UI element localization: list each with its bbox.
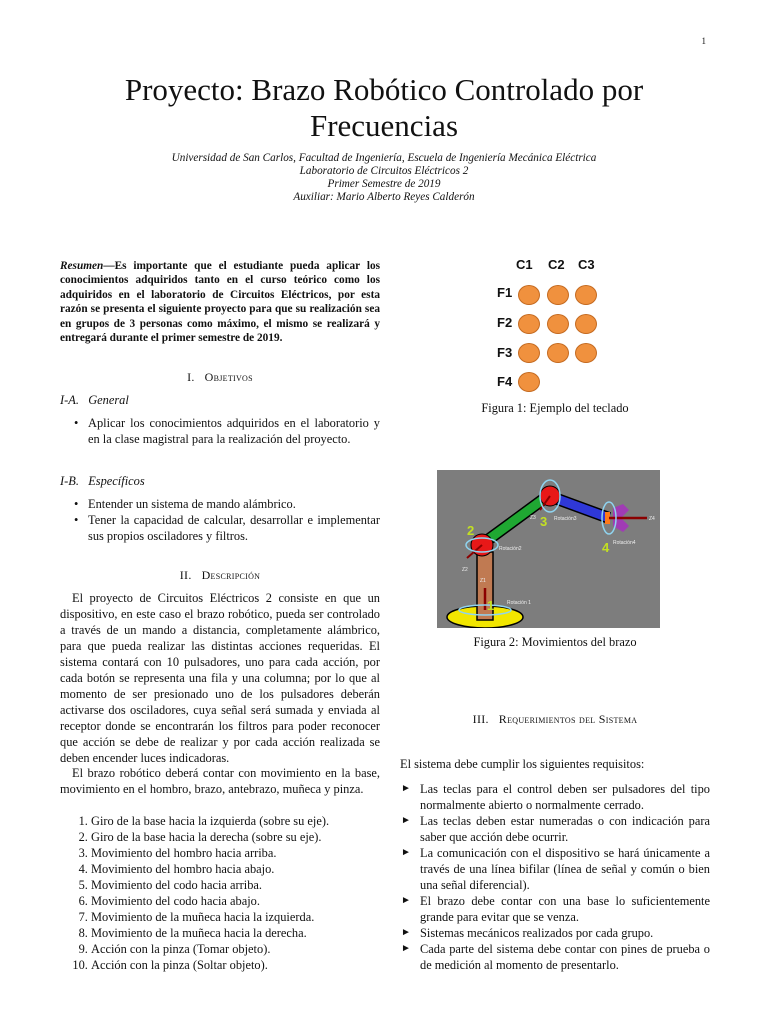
affiliation-line: Primer Semestre de 2019 [327, 178, 441, 190]
description-paragraph [60, 765, 380, 797]
affiliation-line: Auxiliar: Mario Alberto Reyes Calderón [293, 191, 475, 203]
list-item: 10. Acción con la pinza (Soltar objeto). [91, 957, 380, 973]
paragraph: El brazo robótico deberá contar con movimiento en la base, movimiento en el hombro, brazo, antebrazo, muñeca y pinza. [60, 766, 380, 796]
section-heading [60, 568, 380, 583]
column-label: C3 [578, 257, 595, 272]
keypad-button [518, 372, 540, 392]
section-title: Requerimientos del Sistema [498, 712, 638, 726]
keypad-button [575, 343, 597, 363]
section-number: I. [187, 370, 195, 384]
list-item: • Entender un sistema de mando alámbrico. [88, 496, 380, 512]
axis-label: Z3 [530, 515, 536, 521]
paragraph: El proyecto de Circuitos Eléctricos 2 consiste en que un dispositivo, en este caso el brazo robótico, pueda ser controlado a través de un mando a distancia, completamente alámbrico, para que pueda realizar las distintas acciones requeridas. El sistema contará con 10 pulsadores, uno para cada acción, por cada botón se representa una fila y una columna; por lo que al momento de ser presionado uno de los pulsadores deberán activarse dos osciladores, cuya señal será sumada y enviada al receptor donde se encontrarán los filtros para poder reconocer que acción se debe de realizar y por cada acción realizada se deben encender luces indicadoras. [60, 591, 380, 765]
subsection-heading [60, 393, 380, 408]
affiliation-line: Laboratorio de Circuitos Eléctricos 2 [299, 165, 469, 177]
abstract-label: Resumen [60, 260, 104, 272]
row-label: F2 [497, 315, 513, 330]
list-item: 2. Giro de la base hacia la derecha (sobre su eje). [91, 829, 380, 845]
row-label: F1 [497, 285, 513, 300]
rotation-label: Rotación4 [613, 540, 636, 546]
list-item: ► Las teclas para el control deben ser pulsadores del tipo normalmente abierto o normalmente cerrado. [420, 781, 710, 813]
axis-label: Z2 [462, 567, 468, 573]
list-item: ► Las teclas deben estar numeradas o con indicación para saber que acción debe ocurrir. [420, 813, 710, 845]
keypad-button [547, 314, 569, 334]
list-item: 7. Movimiento de la muñeca hacia la izquierda. [91, 909, 380, 925]
specific-objectives [60, 496, 380, 544]
subsection-title: General [88, 393, 129, 407]
section-number: III. [472, 712, 489, 726]
subsection-number: I-A. [60, 393, 79, 407]
list-item: 1. Giro de la base hacia la izquierda (sobre su eje). [91, 813, 380, 829]
keypad-button [518, 314, 540, 334]
keypad-button [518, 343, 540, 363]
page-number: 1 [701, 36, 706, 46]
subsection-heading [60, 474, 380, 489]
list-item: • Tener la capacidad de calcular, desarrollar e implementar sus propios osciladores y filtros. [88, 512, 380, 544]
column-label: C2 [548, 257, 565, 272]
list-item: ► El brazo debe contar con una base lo suficientemente grande para evitar que se venza. [420, 893, 710, 925]
affiliation [60, 152, 708, 204]
joint-number: 4 [602, 540, 610, 555]
figure-caption: Figura 1: Ejemplo del teclado [481, 401, 629, 415]
requirements-intro: El sistema debe cumplir los siguientes requisitos: [400, 757, 645, 771]
abstract-text: —Es importante que el estudiante pueda aplicar los conocimientos adquiridos tanto en el curso teórico como los adquiridos en el laboratorio de Circuitos Eléctricos, por esta razón se presenta el siguiente proyecto para que su realización sea en grupos de 3 personas como máximo, el mismo se realizará y entregará durante el primer semestre de 2019. [60, 260, 380, 345]
keypad-button [575, 285, 597, 305]
page-title: Proyecto: Brazo Robótico Controlado por Frecuencias [124, 72, 644, 143]
keypad-figure [490, 255, 610, 395]
keypad-button [547, 343, 569, 363]
rotation-label: Rotación3 [554, 516, 577, 522]
section-heading [60, 370, 380, 385]
subsection-number: I-B. [60, 474, 79, 488]
list-item: ► Cada parte del sistema debe contar con pines de prueba o de medición al momento de presentarlo. [420, 941, 710, 973]
subsection-title: Específicos [88, 474, 145, 488]
keypad-button [518, 285, 540, 305]
list-item: 8. Movimiento de la muñeca hacia la derecha. [91, 925, 380, 941]
row-label: F3 [497, 345, 513, 360]
list-item: 3. Movimiento del hombro hacia arriba. [91, 845, 380, 861]
list-item: 6. Movimiento del codo hacia abajo. [91, 893, 380, 909]
list-item: ► Sistemas mecánicos realizados por cada grupo. [420, 925, 710, 941]
list-item: • Aplicar los conocimientos adquiridos en el laboratorio y en la clase magistral para la realización del proyecto. [88, 415, 380, 447]
section-title: Descripción [201, 568, 261, 582]
general-objectives [60, 415, 380, 447]
affiliation-line: Universidad de San Carlos, Facultad de Ingeniería, Escuela de Ingeniería Mecánica Eléctrica [171, 152, 597, 164]
list-item: 4. Movimiento del hombro hacia abajo. [91, 861, 380, 877]
keypad-button [547, 285, 569, 305]
axis-label: Z1 [480, 578, 486, 584]
section-title: Objetivos [204, 370, 253, 384]
list-item: ► La comunicación con el dispositivo se hará únicamente a través de una línea bifilar (línea de señal y común o bien una señal diferencial). [420, 845, 710, 893]
figure-caption: Figura 2: Movimientos del brazo [473, 635, 637, 649]
axis-label: Z4 [649, 516, 655, 522]
robot-arm-figure [437, 470, 660, 628]
rotation-label: Rotación 1 [507, 600, 531, 606]
list-item: 5. Movimiento del codo hacia arriba. [91, 877, 380, 893]
joint-number: 3 [540, 514, 548, 529]
joint-number: 2 [467, 523, 475, 538]
section-number: II. [179, 568, 192, 582]
rotation-label: Rotación2 [499, 546, 522, 552]
description-paragraph [60, 590, 380, 766]
keypad-button [575, 314, 597, 334]
movements-list [60, 813, 380, 973]
abstract [60, 259, 380, 345]
joint-number: 1 [487, 598, 495, 613]
section-heading [400, 712, 710, 727]
row-label: F4 [497, 374, 513, 389]
list-item: 9. Acción con la pinza (Tomar objeto). [91, 941, 380, 957]
requirements-list [400, 781, 710, 973]
column-label: C1 [516, 257, 533, 272]
